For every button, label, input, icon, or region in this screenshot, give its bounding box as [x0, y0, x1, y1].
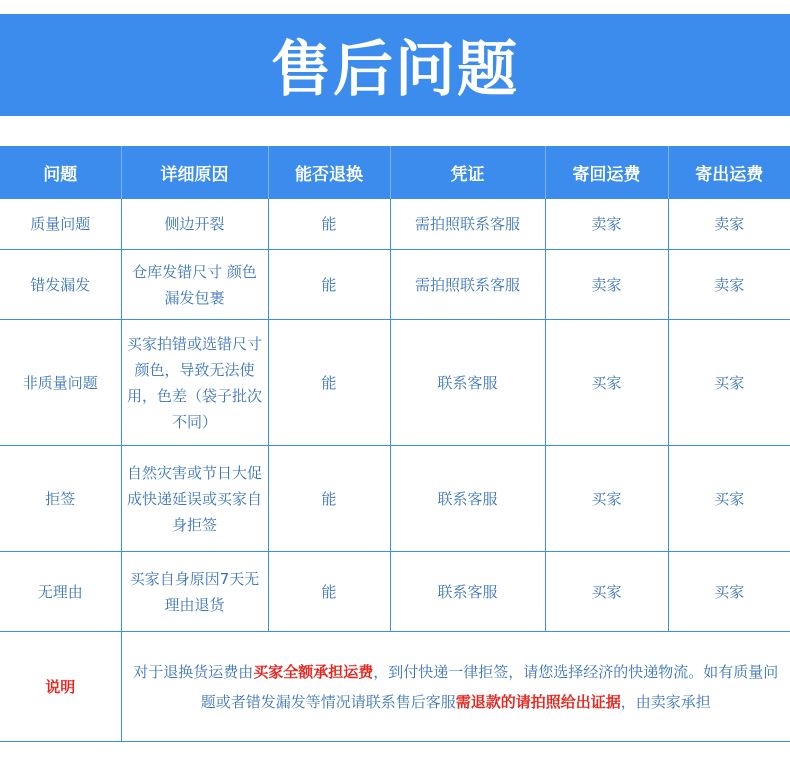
cell-send-shipping: 卖家 — [668, 199, 790, 250]
note-row — [0, 632, 790, 742]
cell-reason: 买家自身原因7天无理由退货 — [121, 552, 268, 632]
note-highlight-evidence: 需退款的请拍照给出证据 — [455, 692, 621, 711]
title-banner — [0, 14, 790, 116]
cell-send-shipping: 买家 — [668, 320, 790, 446]
cell-returnable: 能 — [268, 552, 390, 632]
cell-proof: 需拍照联系客服 — [390, 250, 545, 320]
cell-returnable: 能 — [268, 199, 390, 250]
cell-issue: 质量问题 — [0, 199, 121, 250]
cell-returnable: 能 — [268, 320, 390, 446]
cell-issue: 错发漏发 — [0, 250, 121, 320]
table-row — [0, 199, 790, 250]
note-highlight-shipping: 买家全额承担运费 — [253, 662, 374, 681]
header-proof: 凭证 — [390, 146, 545, 199]
header-row — [0, 146, 790, 199]
table-row — [0, 446, 790, 552]
cell-proof: 需拍照联系客服 — [390, 199, 545, 250]
header-return-shipping: 寄回运费 — [545, 146, 668, 199]
cell-send-shipping: 买家 — [668, 446, 790, 552]
cell-reason: 买家拍错或选错尺寸颜色，导致无法使用，色差（袋子批次不同） — [121, 320, 268, 446]
cell-return-shipping: 买家 — [545, 320, 668, 446]
cell-return-shipping: 卖家 — [545, 199, 668, 250]
cell-returnable: 能 — [268, 446, 390, 552]
cell-proof: 联系客服 — [390, 320, 545, 446]
cell-send-shipping: 买家 — [668, 552, 790, 632]
cell-return-shipping: 卖家 — [545, 250, 668, 320]
cell-issue: 无理由 — [0, 552, 121, 632]
note-label: 说明 — [0, 632, 121, 742]
header-reason: 详细原因 — [121, 146, 268, 199]
cell-returnable: 能 — [268, 250, 390, 320]
page-title: 售后问题 — [271, 35, 519, 105]
cell-issue: 非质量问题 — [0, 320, 121, 446]
cell-return-shipping: 买家 — [545, 446, 668, 552]
header-issue: 问题 — [0, 146, 121, 199]
header-send-shipping: 寄出运费 — [668, 146, 790, 199]
cell-reason: 仓库发错尺寸 颜色漏发包裹 — [121, 250, 268, 320]
note-text-part: ，到付快递一律拒签，请您选择经济的快递物流。如有质量问题或者错发漏发等情况请联系售后客服 — [200, 662, 779, 711]
table-row — [0, 552, 790, 632]
header-returnable: 能否退换 — [268, 146, 390, 199]
cell-reason: 自然灾害或节日大促成快递延误或买家自身拒签 — [121, 446, 268, 552]
cell-return-shipping: 买家 — [545, 552, 668, 632]
cell-issue: 拒签 — [0, 446, 121, 552]
cell-proof: 联系客服 — [390, 446, 545, 552]
after-sales-table — [0, 146, 790, 742]
table-row — [0, 250, 790, 320]
cell-proof: 联系客服 — [390, 552, 545, 632]
cell-reason: 侧边开裂 — [121, 199, 268, 250]
note-text-part: ，由卖家承担 — [620, 692, 711, 711]
cell-send-shipping: 卖家 — [668, 250, 790, 320]
note-text — [121, 632, 790, 742]
table-row — [0, 320, 790, 446]
note-text-part: 对于退换货运费由 — [133, 662, 254, 681]
